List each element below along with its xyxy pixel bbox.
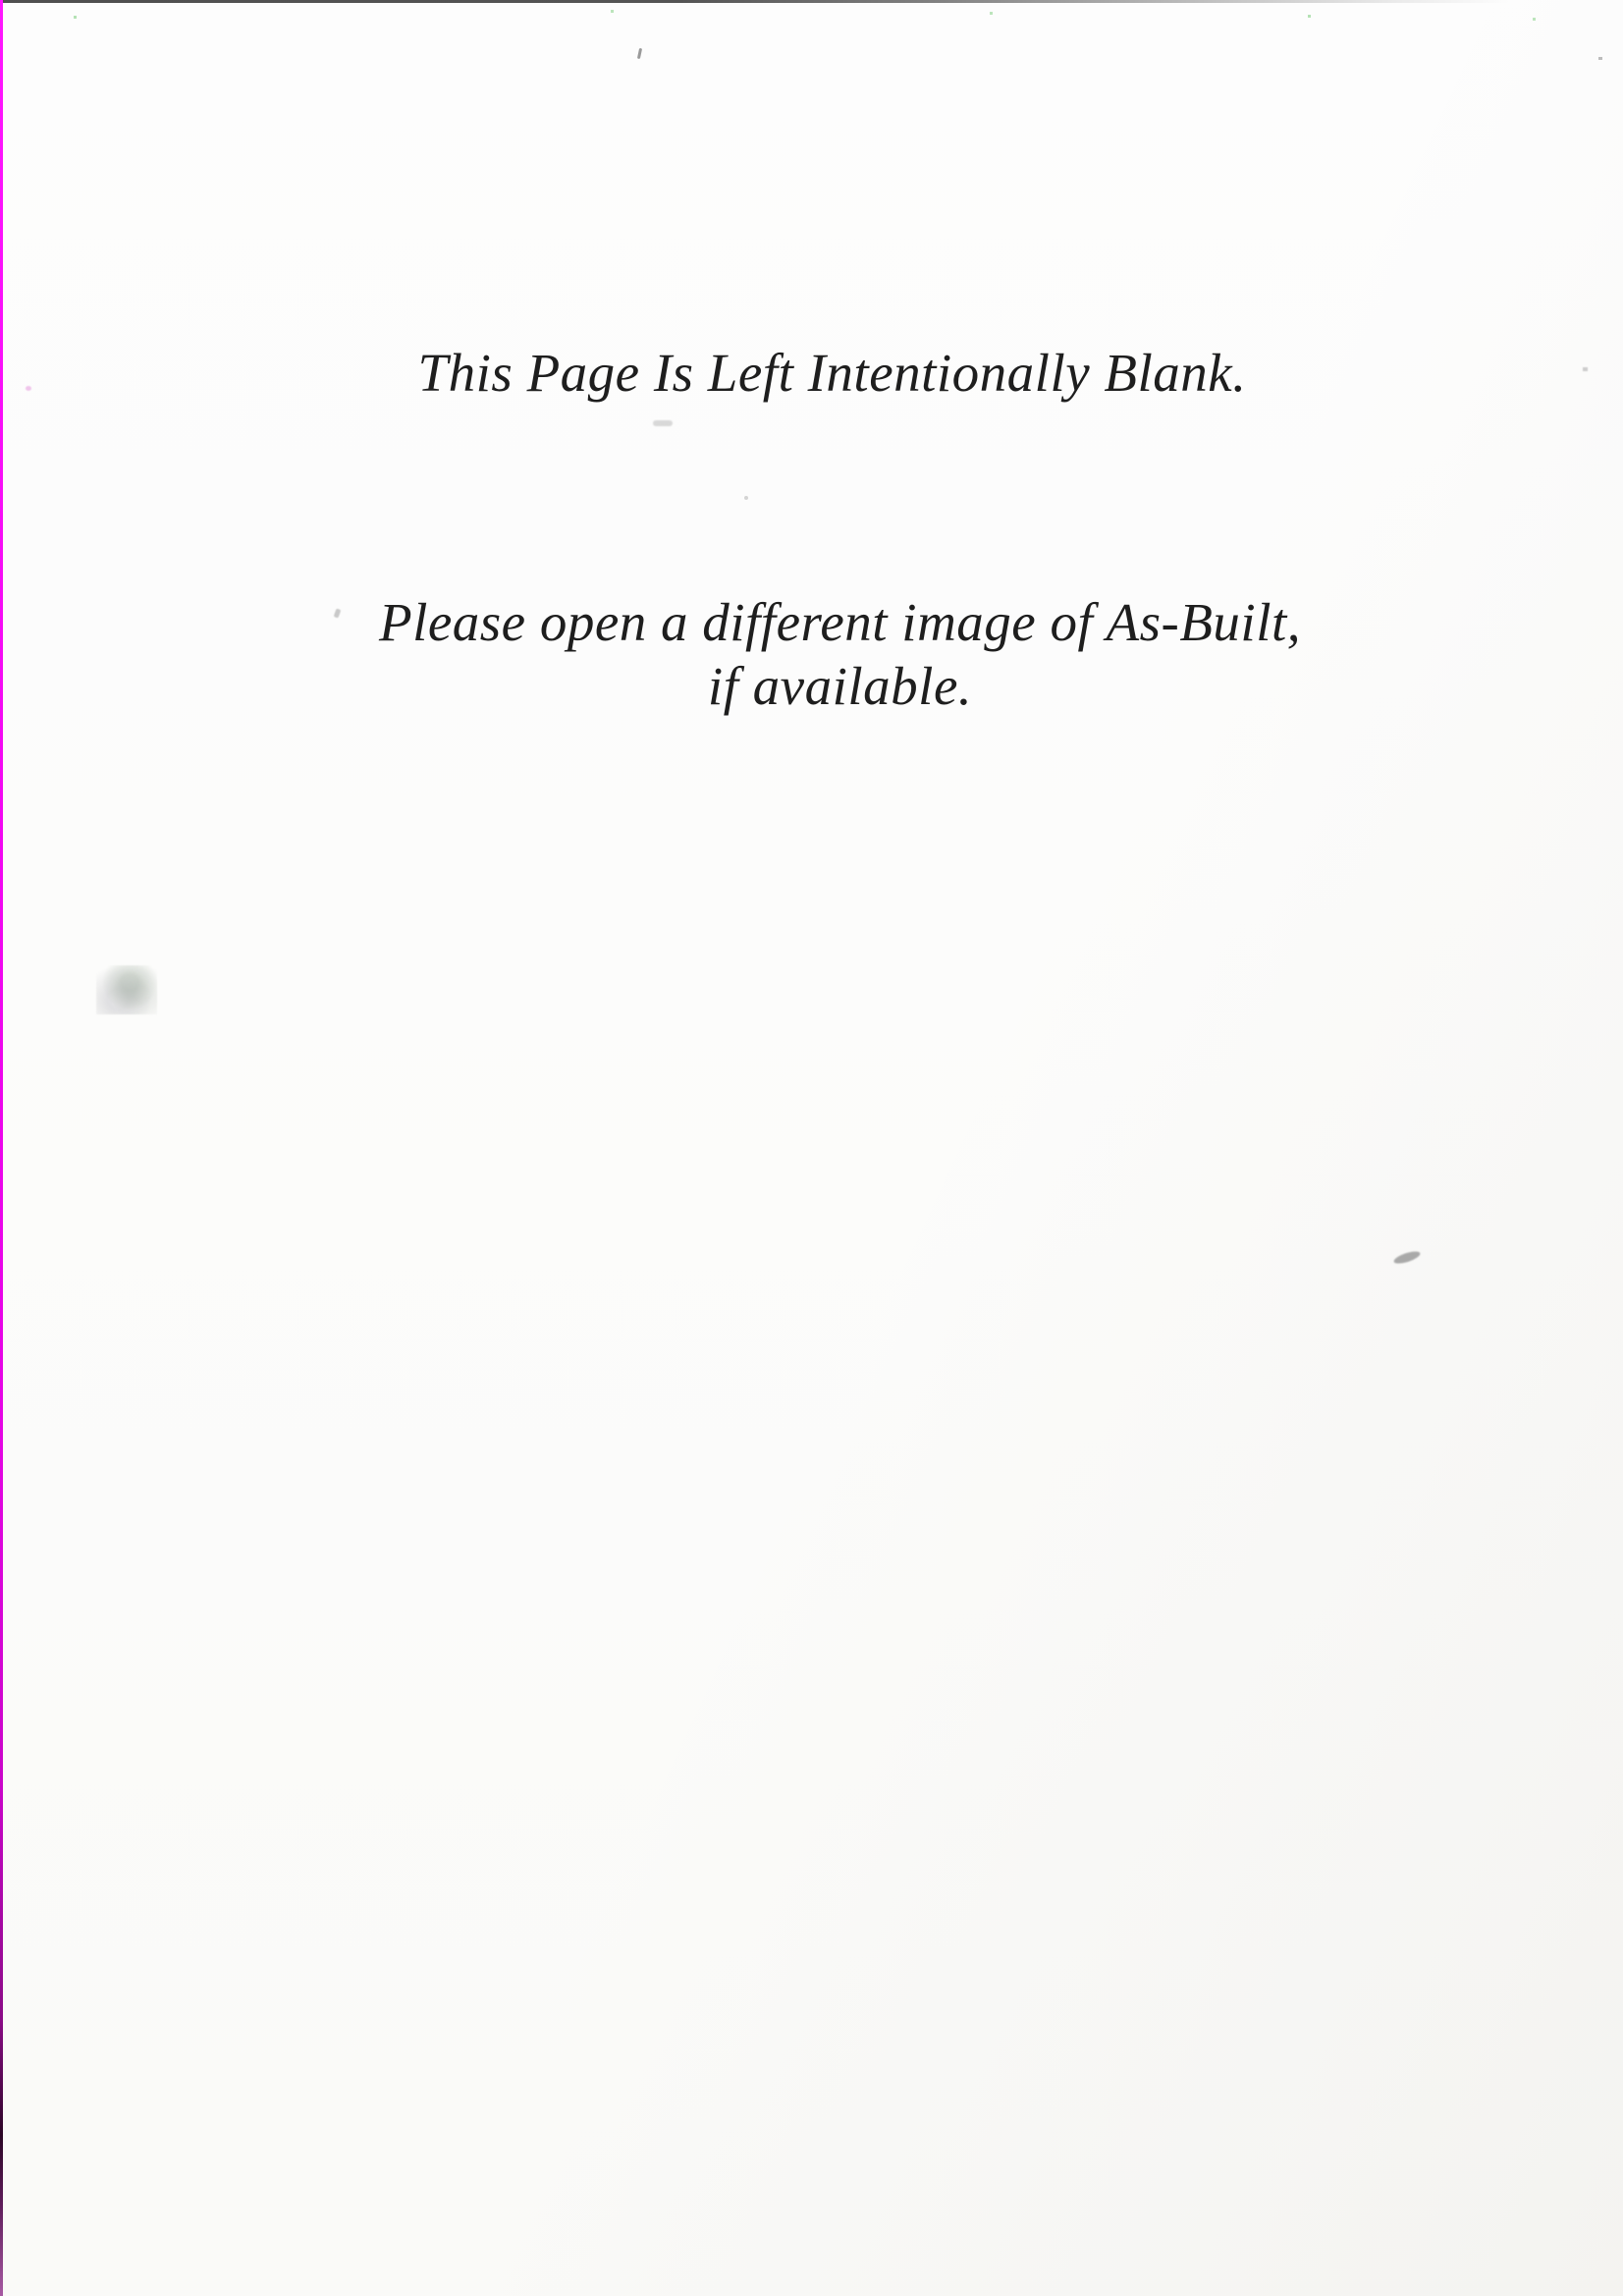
intentionally-blank-notice: This Page Is Left Intentionally Blank. [417,343,1247,403]
scan-speck-green [1533,18,1536,21]
scan-speck-green [1308,15,1311,18]
scan-speck-green [74,16,77,19]
scan-speck-dots [653,420,673,426]
scanner-magenta-stripe-artifact [0,0,3,2296]
scanner-top-edge-artifact [0,0,1623,3]
scan-speck-tilde [1392,1249,1421,1266]
message-line-2: if available. [707,656,973,716]
scan-speck-green [611,10,614,13]
scan-speck-dot [744,496,748,500]
scan-speck-green [990,12,993,15]
scan-speck-gray [1598,57,1602,60]
message-line-1: Please open a different image of As-Built, [378,592,1302,652]
open-different-image-message [28,590,1623,718]
scan-smudge [96,965,157,1014]
scan-speck-apostrophe [637,48,642,59]
